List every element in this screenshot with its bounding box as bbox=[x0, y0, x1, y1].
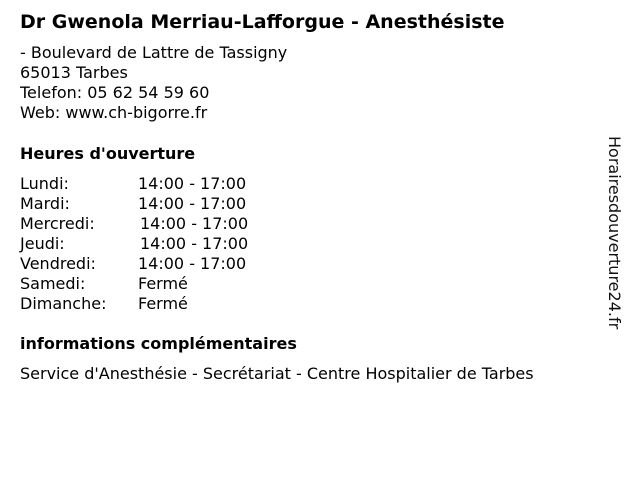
additional-info-heading: informations complémentaires bbox=[20, 334, 297, 353]
hours-row-friday bbox=[20, 254, 280, 274]
hours-row-thursday bbox=[20, 234, 280, 254]
hours-row-tuesday bbox=[20, 194, 280, 214]
day-label: Jeudi: bbox=[20, 234, 65, 253]
website: Web: www.ch-bigorre.fr bbox=[20, 103, 208, 122]
day-label: Vendredi: bbox=[20, 254, 96, 273]
time-value: 14:00 - 17:00 bbox=[140, 214, 249, 233]
time-value: 14:00 - 17:00 bbox=[138, 254, 247, 273]
hours-row-monday bbox=[20, 174, 280, 194]
time-value: 14:00 - 17:00 bbox=[138, 194, 247, 213]
page-title: Dr Gwenola Merriau-Lafforgue - Anesthésiste bbox=[20, 11, 505, 33]
time-value: Fermé bbox=[138, 294, 188, 313]
day-label: Dimanche: bbox=[20, 294, 107, 313]
time-value: 14:00 - 17:00 bbox=[140, 234, 249, 253]
day-label: Mercredi: bbox=[20, 214, 95, 233]
address-block bbox=[20, 43, 287, 123]
day-label: Lundi: bbox=[20, 174, 69, 193]
city-postcode: 65013 Tarbes bbox=[20, 63, 128, 82]
time-value: 14:00 - 17:00 bbox=[138, 174, 247, 193]
day-label: Mardi: bbox=[20, 194, 70, 213]
street-address: - Boulevard de Lattre de Tassigny bbox=[20, 43, 288, 62]
hours-row-sunday bbox=[20, 294, 280, 314]
hours-row-saturday bbox=[20, 274, 280, 294]
phone-number: Telefon: 05 62 54 59 60 bbox=[20, 83, 210, 102]
hours-row-wednesday bbox=[20, 214, 280, 234]
brand-watermark: Horairesdouverture24.fr bbox=[605, 136, 624, 330]
additional-info-text: Service d'Anesthésie - Secrétariat - Centre Hospitalier de Tarbes bbox=[20, 364, 534, 383]
opening-hours-heading: Heures d'ouverture bbox=[20, 144, 196, 163]
opening-hours-table bbox=[20, 174, 280, 314]
time-value: Fermé bbox=[138, 274, 188, 293]
day-label: Samedi: bbox=[20, 274, 86, 293]
